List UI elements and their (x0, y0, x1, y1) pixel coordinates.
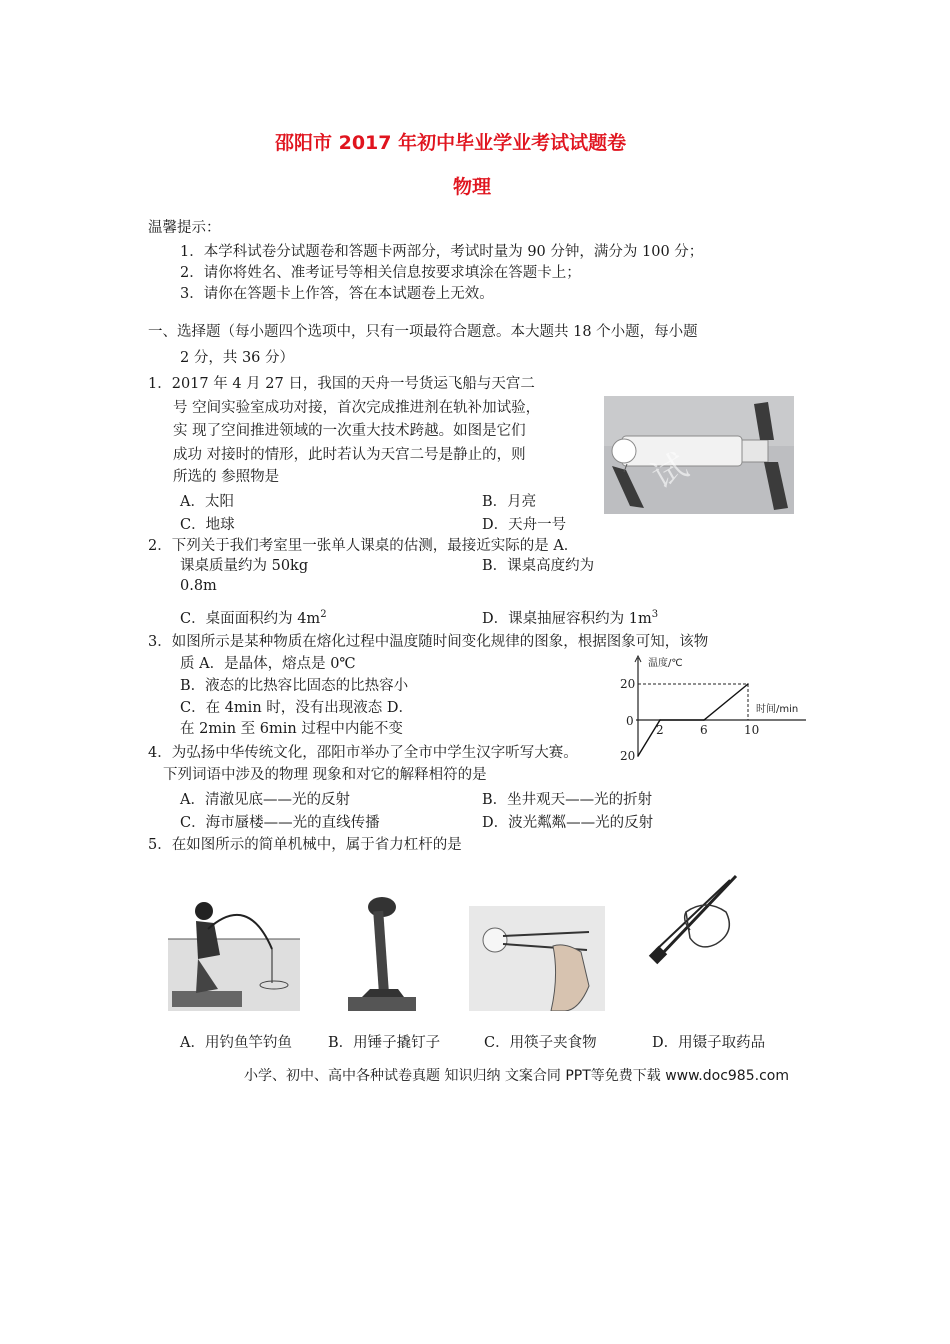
q4-option-b: B．坐井观天——光的折射 (482, 792, 653, 808)
q1-line: 1．2017 年 4 月 27 日，我国的天舟一号货运飞船与天宫二 (148, 376, 535, 392)
section-heading-cont: 2 分，共 36 分） (180, 350, 295, 366)
docking-image (604, 396, 794, 514)
tip-item: 1．本学科试卷分试题卷和答题卡两部分，考试时量为 90 分钟，满分为 100 分； (180, 244, 704, 260)
q5-option-b: B．用锤子撬钉子 (328, 1035, 441, 1051)
x-tick-label: 2 (656, 723, 664, 737)
q2-line: 2．下列关于我们考室里一张单人课桌的估测，最接近实际的是 A． (148, 538, 579, 554)
q1-option-d: D．天舟一号 (482, 517, 567, 533)
q5-line: 5．在如图所示的简单机械中，属于省力杠杆的是 (148, 837, 462, 853)
y-axis-label: 温度/℃ (648, 658, 683, 669)
q1-option-a: A．太阳 (180, 494, 234, 510)
x-tick-label: 6 (700, 723, 708, 737)
x-tick-label: 10 (744, 723, 760, 737)
subject-title: 物理 (453, 176, 492, 198)
footer-note: 小学、初中、高中各种试卷真题 知识归纳 文案合同 PPT等免费下载 www.doc985.com (244, 1068, 789, 1084)
q2-option-b-cont: 0.8m (180, 578, 217, 594)
q2-option-d: D．课桌抽屉容积约为 $1m^3$ (482, 609, 659, 627)
q3-line: 在 2min 至 6min 过程中内能不变 (180, 721, 403, 737)
chopsticks-image (469, 906, 605, 1011)
exam-title: 邵阳市 2017 年初中毕业学业考试试题卷 (275, 132, 627, 154)
q1-line: 成功 对接时的情形，此时若认为天宫二号是静止的，则 (173, 447, 526, 463)
x-tick-label: 0 (626, 714, 634, 728)
hammer-image (348, 893, 416, 1011)
svg-text:试: 试 (645, 445, 695, 498)
tweezers-image (646, 872, 742, 968)
q3-line: 质 A．是晶体，熔点是 0℃ (180, 656, 356, 672)
q1-option-b: B．月亮 (482, 494, 537, 510)
q4-option-d: D．波光粼粼——光的反射 (482, 815, 654, 831)
data-point (659, 719, 661, 721)
q2-option-c: C．桌面面积约为 $4m^2$ (180, 609, 327, 627)
q5-option-d: D．用镊子取药品 (652, 1035, 766, 1051)
q5-option-c: C．用筷子夹食物 (484, 1035, 597, 1051)
data-point (637, 755, 639, 757)
q4-line: 4．为弘扬中华传统文化，邵阳市举办了全市中学生汉字听写大赛。 (148, 745, 578, 761)
section-heading: 一、选择题（每小题四个选项中，只有一项最符合题意。本大题共 18 个小题，每小题 (148, 324, 698, 340)
q3-line: B．液态的比热容比固态的比热容小 (180, 678, 409, 694)
tip-item: 2．请你将姓名、准考证号等相关信息按要求填涂在答题卡上； (180, 265, 581, 281)
q1-line: 所选的 参照物是 (173, 469, 280, 485)
y-tick-label: 20 (620, 749, 636, 763)
q2-option-b: B．课桌高度约为 (482, 558, 595, 574)
q1-line: 实 现了空间推进领域的一次重大技术跨越。如图是它们 (173, 423, 526, 439)
data-point (703, 719, 705, 721)
temperature-time-chart (606, 650, 812, 768)
tips-heading: 温馨提示： (148, 220, 221, 236)
y-tick-label: 20 (620, 677, 636, 691)
q1-line: 号 空间实验室成功对接，首次完成推进剂在轨补加试验， (173, 400, 541, 416)
q3-line: 3．如图所示是某种物质在熔化过程中温度随时间变化规律的图象，根据图象可知，该物 (148, 634, 709, 650)
q4-option-a: A．清澈见底——光的反射 (180, 792, 350, 808)
q3-line: C．在 4min 时，没有出现液态 D． (180, 700, 413, 716)
q4-option-c: C．海市蜃楼——光的直线传播 (180, 815, 380, 831)
q2-option-a: 课桌质量约为 50kg (180, 558, 309, 574)
q1-option-c: C．地球 (180, 517, 235, 533)
q5-option-a: A．用钓鱼竿钓鱼 (180, 1035, 292, 1051)
q4-line: 下列词语中涉及的物理 现象和对它的解释相符的是 (163, 767, 487, 783)
tip-item: 3．请你在答题卡上作答，答在本试题卷上无效。 (180, 286, 494, 302)
x-axis-label: 时间/min (756, 704, 799, 715)
data-point (747, 683, 749, 685)
fishing-image (168, 893, 300, 1011)
